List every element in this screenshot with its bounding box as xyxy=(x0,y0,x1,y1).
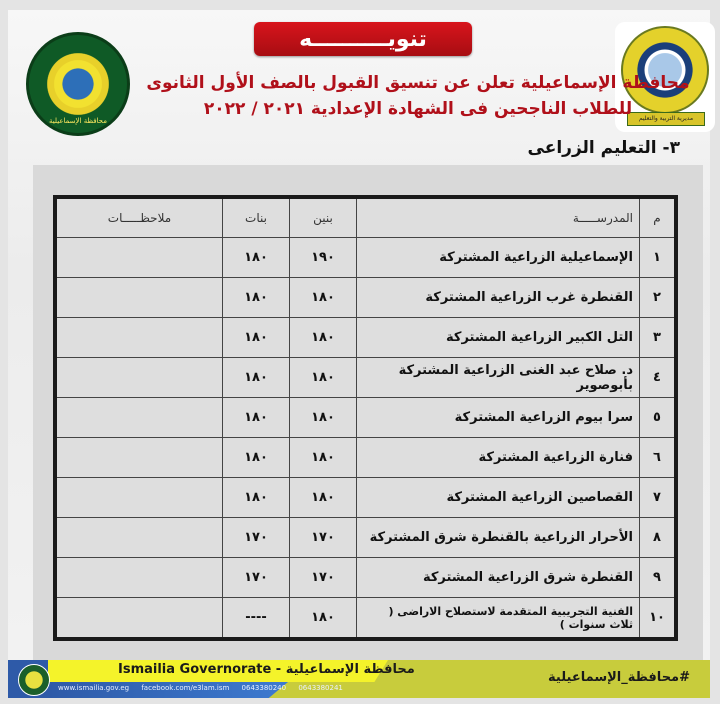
column-header-notes: ملاحظـــــات xyxy=(55,197,223,238)
notes xyxy=(55,238,223,278)
table-row xyxy=(55,318,676,358)
girls-score: ١٨٠ xyxy=(223,358,290,398)
notes xyxy=(55,478,223,518)
notes xyxy=(55,358,223,398)
school-name: سرا بيوم الزراعية المشتركة xyxy=(357,398,640,438)
headline-line-2: للطلاب الناجحين فى الشهادة الإعدادية ٢٠٢١ / ٢٠٢٢ xyxy=(203,99,633,119)
girls-score: ١٨٠ xyxy=(223,238,290,278)
girls-score: ١٧٠ xyxy=(223,518,290,558)
boys-score: ١٨٠ xyxy=(290,438,357,478)
notes xyxy=(55,518,223,558)
row-number: ٥ xyxy=(640,398,677,438)
announcement-badge: تنويــــــــــه xyxy=(254,22,472,56)
school-name: الأحرار الزراعية بالقنطرة شرق المشتركة xyxy=(357,518,640,558)
announcement-page xyxy=(8,10,710,660)
table-row xyxy=(55,518,676,558)
table-row xyxy=(55,558,676,598)
girls-score: ١٨٠ xyxy=(223,278,290,318)
headline-line-1: محافظة الإسماعيلية تعلن عن تنسيق القبول بالصف الأول الثانوى xyxy=(146,73,690,93)
facebook-link[interactable]: facebook.com/e3lam.ism xyxy=(141,684,230,692)
row-number: ٢ xyxy=(640,278,677,318)
table-row xyxy=(55,438,676,478)
governorate-seal-icon xyxy=(18,664,50,696)
boys-score: ١٨٠ xyxy=(290,318,357,358)
notes xyxy=(55,438,223,478)
table-row xyxy=(55,238,676,278)
school-name: القنطرة غرب الزراعية المشتركة xyxy=(357,278,640,318)
column-header-school: المدرســـــة xyxy=(357,197,640,238)
row-number: ٤ xyxy=(640,358,677,398)
boys-score: ١٨٠ xyxy=(290,478,357,518)
school-name: القصاصين الزراعية المشتركة xyxy=(357,478,640,518)
row-number: ١٠ xyxy=(640,598,677,640)
headline xyxy=(138,70,698,122)
girls-score: ١٨٠ xyxy=(223,318,290,358)
footer-hashtag: #محافظة_الإسماعيلية xyxy=(548,670,690,685)
table-row xyxy=(55,398,676,438)
table-row xyxy=(55,278,676,318)
footer-governorate-name: Ismailia Governorate - محافظة الإسماعيلية xyxy=(118,662,415,677)
website-link[interactable]: www.ismailia.gov.eg xyxy=(58,684,130,692)
row-number: ٦ xyxy=(640,438,677,478)
boys-score: ١٧٠ xyxy=(290,518,357,558)
girls-score: ١٨٠ xyxy=(223,438,290,478)
governorate-logo xyxy=(26,32,130,136)
row-number: ٣ xyxy=(640,318,677,358)
notes xyxy=(55,278,223,318)
notes xyxy=(55,398,223,438)
footer-contact-links xyxy=(58,684,353,692)
girls-score: ١٨٠ xyxy=(223,398,290,438)
boys-score: ١٩٠ xyxy=(290,238,357,278)
scanned-table-sheet xyxy=(33,165,703,665)
school-name: الإسماعيلية الزراعية المشتركة xyxy=(357,238,640,278)
column-header-number: م xyxy=(640,197,677,238)
boys-score: ١٧٠ xyxy=(290,558,357,598)
phone-number-2: 0643380241 xyxy=(298,684,343,692)
governorate-footer-banner xyxy=(8,660,710,698)
school-name: فنارة الزراعية المشتركة xyxy=(357,438,640,478)
column-header-boys: بنين xyxy=(290,197,357,238)
girls-score: ١٨٠ xyxy=(223,478,290,518)
boys-score: ١٨٠ xyxy=(290,358,357,398)
table-header-row xyxy=(55,197,676,238)
school-name: الفنية التجريبية المتقدمة لاستصلاح الاراضى ( ثلاث سنوات ) xyxy=(357,598,640,640)
notes xyxy=(55,598,223,640)
row-number: ٩ xyxy=(640,558,677,598)
table-row xyxy=(55,358,676,398)
row-number: ١ xyxy=(640,238,677,278)
section-title: ٣- التعليم الزراعى xyxy=(527,138,680,158)
school-name: التل الكبير الزراعية المشتركة xyxy=(357,318,640,358)
row-number: ٧ xyxy=(640,478,677,518)
table-row xyxy=(55,598,676,640)
notes xyxy=(55,558,223,598)
row-number: ٨ xyxy=(640,518,677,558)
girls-score: ---- xyxy=(223,598,290,640)
governorate-logo-label: محافظة الإسماعيلية xyxy=(49,117,107,125)
girls-score: ١٧٠ xyxy=(223,558,290,598)
directorate-logo-label: مديرية التربية والتعليم xyxy=(627,112,705,126)
boys-score: ١٨٠ xyxy=(290,278,357,318)
notes xyxy=(55,318,223,358)
boys-score: ١٨٠ xyxy=(290,598,357,640)
school-name: القنطرة شرق الزراعية المشتركة xyxy=(357,558,640,598)
column-header-girls: بنات xyxy=(223,197,290,238)
boys-score: ١٨٠ xyxy=(290,398,357,438)
school-name: د. صلاح عبد الغنى الزراعية المشتركة بأبوصوير xyxy=(357,358,640,398)
phone-number-1: 0643380240 xyxy=(241,684,287,692)
table-row xyxy=(55,478,676,518)
admission-table xyxy=(53,195,678,641)
